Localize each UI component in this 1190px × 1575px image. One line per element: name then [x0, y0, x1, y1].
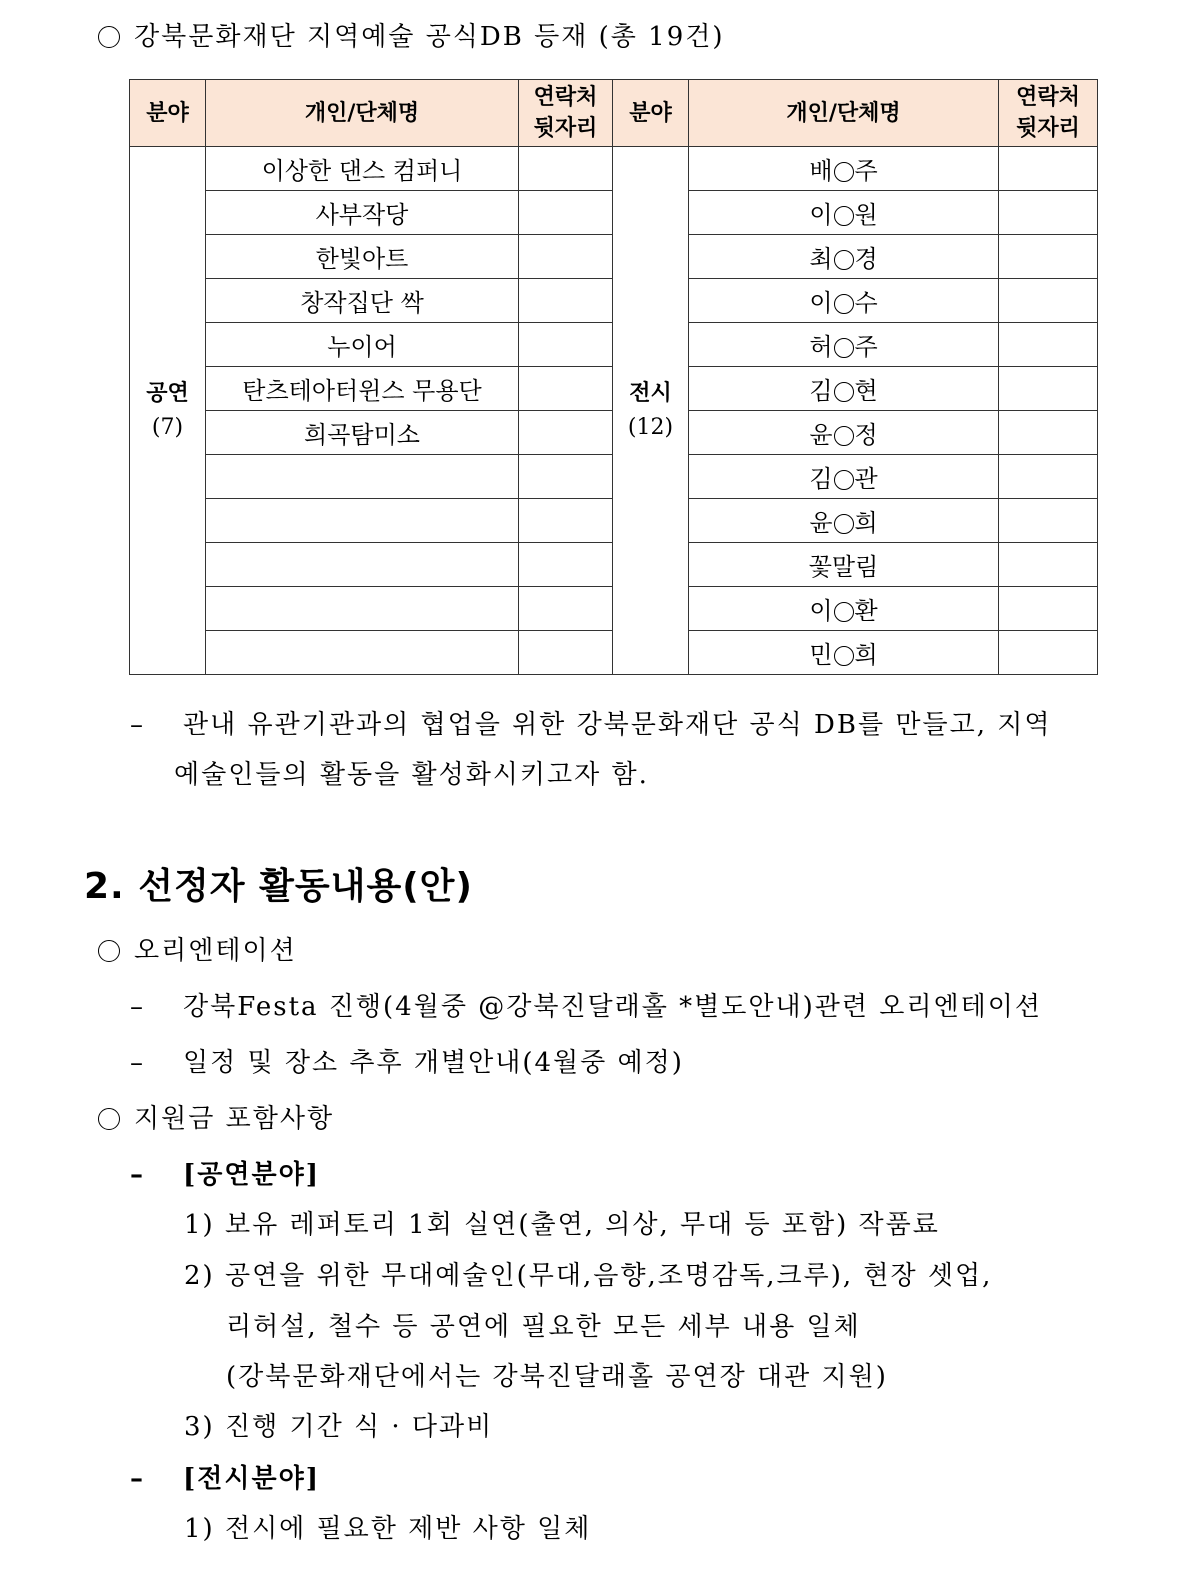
performance-contact-cell: [519, 411, 613, 455]
masked-char-circle: [834, 206, 854, 226]
perf-item-2-line-3: (강북문화재단에서는 강북진달래홀 공연장 대관 지원): [226, 1362, 888, 1392]
artist-db-table: [129, 79, 1098, 675]
exhibition-name-cell: 꽃말림: [689, 543, 999, 587]
exhibition-name-cell: 민 희: [689, 631, 999, 675]
performance-contact-cell: [519, 235, 613, 279]
perf-item-1: 1) 보유 레퍼토리 1회 실연(출연, 의상, 무대 등 포함) 작품료: [184, 1210, 940, 1240]
support-heading: 지원금 포함사항: [98, 1098, 334, 1135]
performance-name-cell: 탄츠테아터윈스 무용단: [206, 367, 519, 411]
header-name-right: 개인/단체명: [689, 80, 999, 147]
header-contact-left: 연락처 뒷자리: [519, 80, 613, 147]
performance-contact-cell: [519, 499, 613, 543]
orientation-heading: 오리엔테이션: [98, 930, 297, 967]
exhibition-contact-cell: [999, 543, 1098, 587]
header-contact-right: 연락처 뒷자리: [999, 80, 1098, 147]
performance-contact-cell: [519, 587, 613, 631]
performance-name-cell: 누이어: [206, 323, 519, 367]
exhibition-contact-cell: [999, 499, 1098, 543]
exhibition-contact-cell: [999, 235, 1098, 279]
masked-char-circle: [834, 382, 854, 402]
perf-item-2-line-2: 리허설, 철수 등 공연에 필요한 모든 세부 내용 일체: [226, 1312, 861, 1342]
exhibition-name-cell: 이 환: [689, 587, 999, 631]
orientation-item-2: – 일정 및 장소 추후 개별안내(4월중 예정): [130, 1048, 684, 1078]
db-heading: 강북문화재단 지역예술 공식DB 등재 (총 19건): [98, 16, 725, 53]
exhibition-contact-cell: [999, 323, 1098, 367]
circle-bullet-icon: [98, 1108, 120, 1130]
performance-name-cell: 사부작당: [206, 191, 519, 235]
performance-name-cell: 이상한 댄스 컴퍼니: [206, 147, 519, 191]
exhibition-contact-cell: [999, 191, 1098, 235]
exhibition-contact-cell: [999, 631, 1098, 675]
table-header-row: [130, 80, 1098, 147]
performance-name-cell: 창작집단 싹: [206, 279, 519, 323]
exhibition-contact-cell: [999, 147, 1098, 191]
section2-title: 2. 선정자 활동내용(안): [84, 866, 473, 907]
masked-char-circle: [834, 426, 854, 446]
exhibition-contact-cell: [999, 367, 1098, 411]
masked-char-circle: [834, 294, 854, 314]
performance-contact-cell: [519, 323, 613, 367]
performance-contact-cell: [519, 279, 613, 323]
note-line-2: 예술인들의 활동을 활성화시키고자 함.: [174, 760, 649, 790]
performance-contact-cell: [519, 367, 613, 411]
note-line-1: – 관내 유관기관과의 협업을 위한 강북문화재단 공식 DB를 만들고, 지역: [130, 710, 1052, 740]
category-performance: 공연 (7): [130, 147, 206, 675]
category-exhibition: 전시 (12): [613, 147, 689, 675]
header-category-left: 분야: [130, 80, 206, 147]
performance-name-cell: [206, 587, 519, 631]
table-row: [130, 147, 1098, 191]
exhibition-name-cell: 윤 희: [689, 499, 999, 543]
exhibition-name-cell: 최 경: [689, 235, 999, 279]
perf-item-2-line-1: 2) 공연을 위한 무대예술인(무대,음향,조명감독,크루), 현장 셋업,: [184, 1261, 993, 1291]
masked-char-circle: [834, 338, 854, 358]
exhibition-contact-cell: [999, 279, 1098, 323]
performance-contact-cell: [519, 631, 613, 675]
circle-bullet-icon: [98, 26, 120, 48]
performance-contact-cell: [519, 455, 613, 499]
exhibition-name-cell: 김 현: [689, 367, 999, 411]
performance-label: – [공연분야]: [130, 1160, 321, 1190]
masked-char-circle: [834, 646, 854, 666]
performance-contact-cell: [519, 147, 613, 191]
circle-bullet-icon: [98, 940, 120, 962]
masked-char-circle: [834, 602, 854, 622]
performance-contact-cell: [519, 543, 613, 587]
exhibition-name-cell: 김 관: [689, 455, 999, 499]
performance-name-cell: 희곡탐미소: [206, 411, 519, 455]
exhibition-name-cell: 이 원: [689, 191, 999, 235]
performance-name-cell: [206, 543, 519, 587]
perf-item-3: 3) 진행 기간 식 · 다과비: [184, 1412, 494, 1442]
exhibition-contact-cell: [999, 455, 1098, 499]
table-body: [130, 147, 1098, 675]
masked-char-circle: [834, 250, 854, 270]
exhibition-contact-cell: [999, 587, 1098, 631]
exhibition-name-cell: 이 수: [689, 279, 999, 323]
masked-char-circle: [834, 162, 854, 182]
performance-name-cell: [206, 499, 519, 543]
exhibition-contact-cell: [999, 411, 1098, 455]
performance-contact-cell: [519, 191, 613, 235]
header-category-right: 분야: [613, 80, 689, 147]
exhibition-name-cell: 허 주: [689, 323, 999, 367]
exhibition-name-cell: 배 주: [689, 147, 999, 191]
masked-char-circle: [834, 470, 854, 490]
orientation-item-1: – 강북Festa 진행(4월중 @강북진달래홀 *별도안내)관련 오리엔테이션: [130, 992, 1042, 1022]
performance-name-cell: 한빛아트: [206, 235, 519, 279]
exhibition-label: – [전시분야]: [130, 1464, 321, 1494]
masked-char-circle: [834, 514, 854, 534]
header-name-left: 개인/단체명: [206, 80, 519, 147]
exhibition-name-cell: 윤 정: [689, 411, 999, 455]
performance-name-cell: [206, 455, 519, 499]
exh-item-1: 1) 전시에 필요한 제반 사항 일체: [184, 1514, 592, 1544]
performance-name-cell: [206, 631, 519, 675]
